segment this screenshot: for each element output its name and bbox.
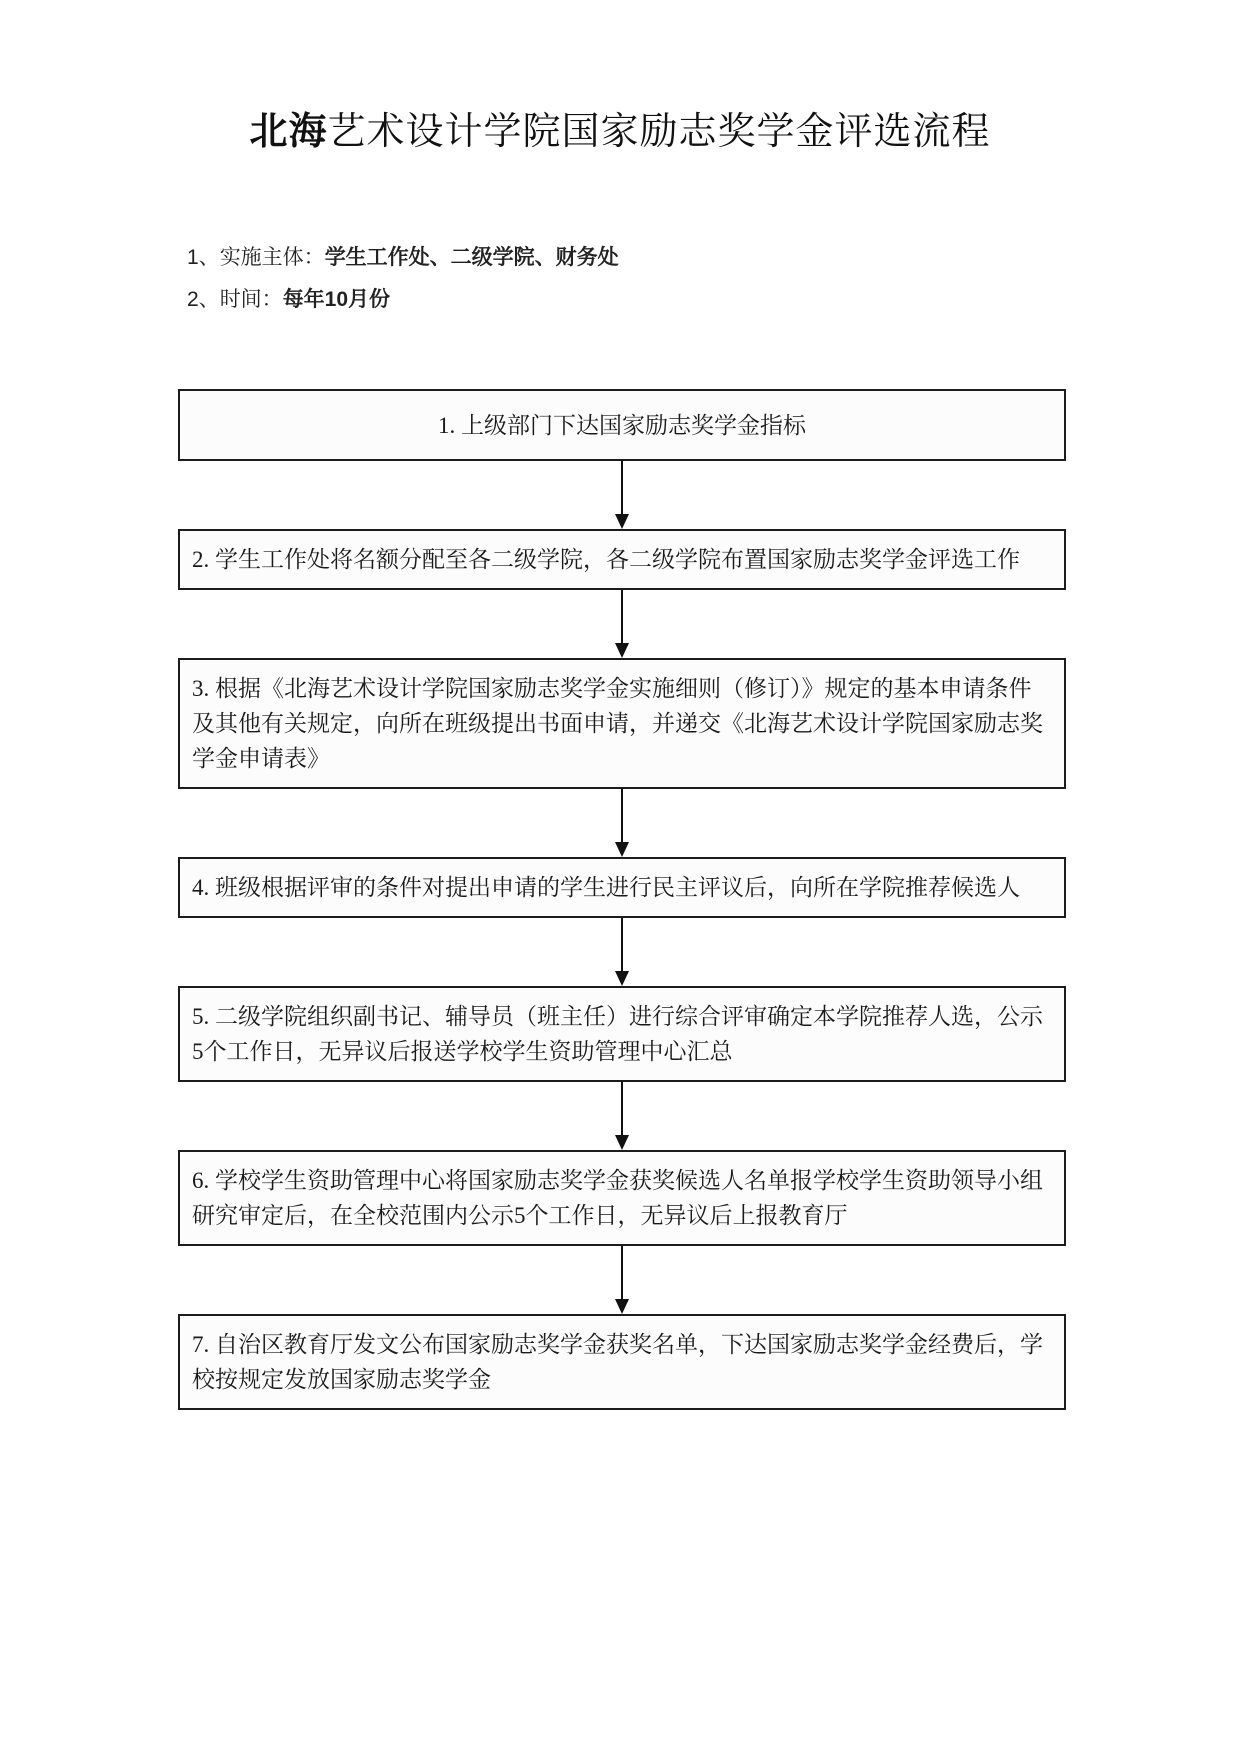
intro-item-time-prefix: 2、 <box>187 288 220 311</box>
arrow-down-icon <box>615 842 629 857</box>
flow-step-5-text: 5. 二级学院组织副书记、辅导员（班主任）进行综合评审确定本学院推荐人选，公示5个工作日，无异议后报送学校学生资助管理中心汇总 <box>192 1004 1043 1064</box>
flow-step-4 <box>178 857 1066 918</box>
arrow-down-icon <box>615 1135 629 1150</box>
flow-step-5 <box>178 986 1066 1082</box>
page-title-bold-part: 北海 <box>249 111 328 153</box>
flowchart <box>178 389 1066 1410</box>
flow-arrow-1 <box>178 461 1066 529</box>
intro-item-time-label: 时间： <box>219 288 283 311</box>
arrow-down-icon <box>615 514 629 529</box>
flow-step-6 <box>178 1150 1066 1246</box>
flow-step-2-text: 2. 学生工作处将名额分配至各二级学院，各二级学院布置国家励志奖学金评选工作 <box>192 547 1020 572</box>
intro-item-time-value: 每年10月份 <box>282 288 391 311</box>
intro-item-time <box>187 287 1240 313</box>
flow-step-4-text: 4. 班级根据评审的条件对提出申请的学生进行民主评议后，向所在学院推荐候选人 <box>192 875 1020 900</box>
intro-item-subject-prefix: 1、 <box>187 246 220 269</box>
arrow-line <box>621 590 623 644</box>
flow-arrow-3 <box>178 789 1066 857</box>
arrow-line <box>621 789 623 843</box>
arrow-down-icon <box>615 971 629 986</box>
arrow-line <box>621 918 623 972</box>
flow-arrow-4 <box>178 918 1066 986</box>
intro-item-subject-label: 实施主体： <box>219 246 325 269</box>
flow-arrow-5 <box>178 1082 1066 1150</box>
page-title-rest: 艺术设计学院国家励志奖学金评选流程 <box>327 111 991 153</box>
flow-step-7 <box>178 1314 1066 1410</box>
intro-item-subject <box>187 245 1240 271</box>
flow-arrow-6 <box>178 1246 1066 1314</box>
arrow-line <box>621 1246 623 1300</box>
flow-step-2 <box>178 529 1066 590</box>
flow-step-6-text: 6. 学校学生资助管理中心将国家励志奖学金获奖候选人名单报学校学生资助领导小组研究审定后，在全校范围内公示5个工作日，无异议后上报教育厅 <box>192 1168 1043 1228</box>
arrow-down-icon <box>615 643 629 658</box>
intro-section <box>187 245 1240 313</box>
flow-arrow-2 <box>178 590 1066 658</box>
flow-step-1 <box>178 389 1066 461</box>
flow-step-3 <box>178 658 1066 789</box>
arrow-down-icon <box>615 1299 629 1314</box>
flow-step-7-text: 7. 自治区教育厅发文公布国家励志奖学金获奖名单，下达国家励志奖学金经费后，学校按规定发放国家励志奖学金 <box>192 1332 1043 1392</box>
intro-item-subject-value: 学生工作处、二级学院、财务处 <box>324 246 619 269</box>
flow-step-1-text: 1. 上级部门下达国家励志奖学金指标 <box>438 412 806 438</box>
page-title <box>0 100 1240 155</box>
arrow-line <box>621 1082 623 1136</box>
arrow-line <box>621 461 623 515</box>
flow-step-3-text: 3. 根据《北海艺术设计学院国家励志奖学金实施细则（修订）》规定的基本申请条件及其他有关规定，向所在班级提出书面申请，并递交《北海艺术设计学院国家励志奖学金申请表》 <box>192 676 1043 771</box>
